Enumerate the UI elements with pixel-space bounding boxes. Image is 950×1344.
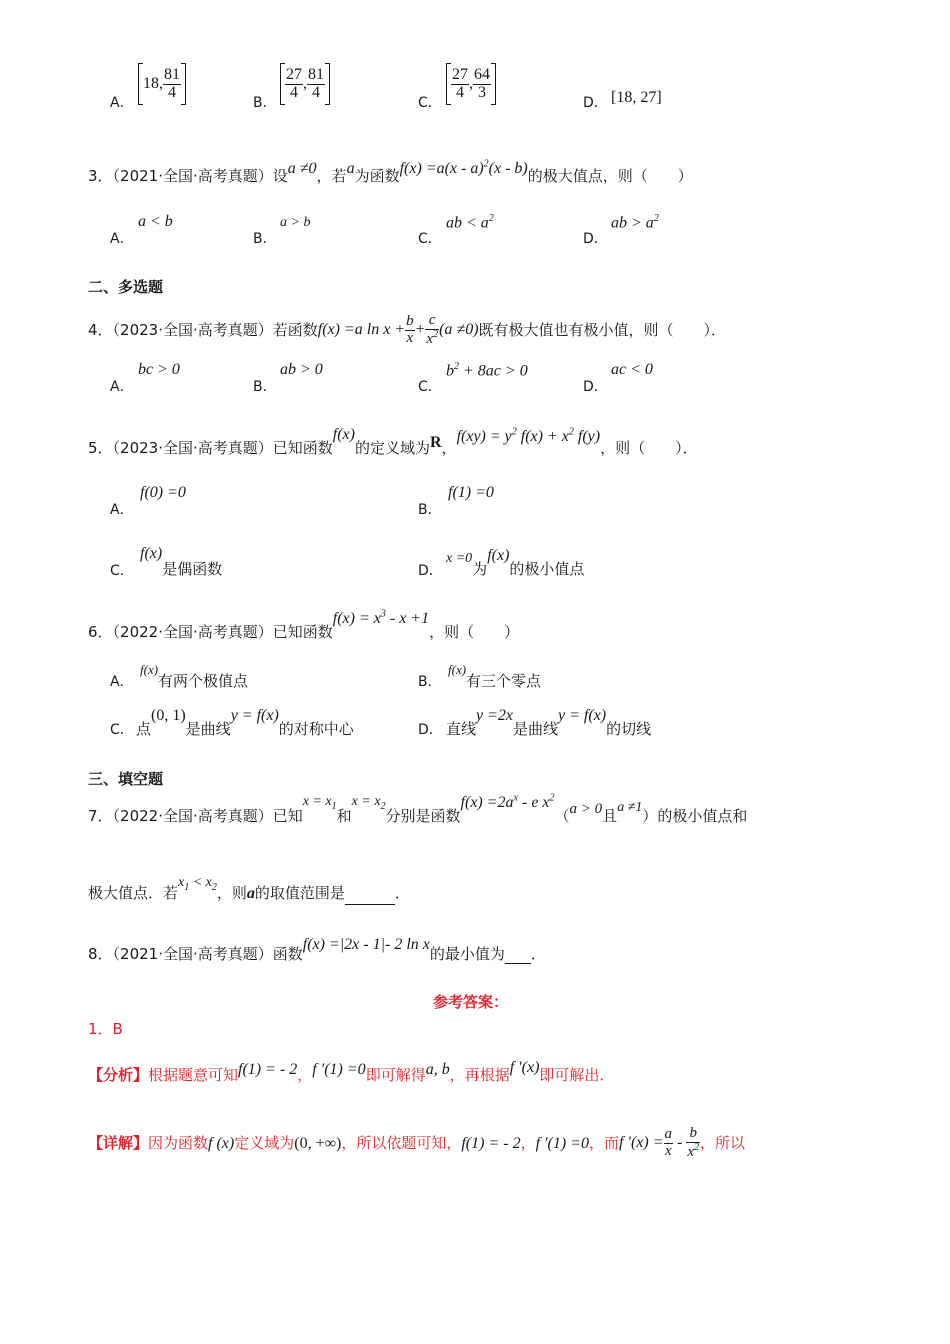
q6-option-a: f(x)有两个极值点 (140, 662, 249, 690)
q6-option-d-label: D． (418, 722, 443, 738)
q5-option-a-label: A． (110, 502, 134, 518)
q2-option-b: $\frac{27}{4}$ , $\frac{81}{4}$ (280, 63, 330, 105)
q2-option-b-label: B． (253, 95, 277, 111)
q4-option-d-label: D． (583, 379, 608, 395)
question-7-line-2: 极大值点．若$x_1 < x_2$，则a的取值范围是 ． (88, 882, 410, 905)
q3-option-c-label: C． (418, 231, 442, 247)
q3-option-c: ab < $a^2$ (446, 213, 494, 232)
section-title-multiple-choice: 二、多选题 (88, 278, 164, 296)
q3-option-b: a > b (280, 215, 311, 230)
q2-option-a-label: A． (110, 95, 134, 111)
q6-option-d: 直线y =2x是曲线y = f(x)的切线 (446, 707, 652, 738)
question-5: 5．（2023·全国·高考真题）已知函数f(x)的定义域为R，$f(xy) = y^2$ $f(x) + x^2$ f(y)，则（ ）． (88, 426, 698, 457)
answers-title: 参考答案： (433, 993, 509, 1011)
q4-option-c: $b^2 + 8ac > 0$ (446, 361, 528, 380)
q4-option-d: ac < 0 (611, 361, 653, 378)
q2-option-a: 18, $\frac{81}{4}$ (138, 63, 186, 105)
question-4: 4．（2023·全国·高考真题）若函数f(x) =a ln x + $\frac{b}{x}$ + $\frac{c}{x^2}$ (a ≠0)既有极大值也有极小值，则（ ）． (88, 312, 727, 347)
q5-option-d: x =0为f(x)的极小值点 (446, 547, 585, 578)
answer-1: 1．B (88, 1020, 123, 1038)
q4-option-a-label: A． (110, 379, 134, 395)
analysis-line: 【分析】根据题意可知f(1) = - 2，f ′(1) =0即可解得a, b，再根据f ′(x)即可解出． (88, 1059, 615, 1084)
q3-option-d-label: D． (583, 231, 608, 247)
q4-option-b-label: B． (253, 379, 277, 395)
question-7: 7．（2022·全国·高考真题）已知$x = x_1$和$x = x_2$分别是函数$f(x) =2a^x - e$ $x^2(a > 0$且a ≠1）的极小值点和 (88, 792, 748, 825)
q5-option-b: f(1) =0 (448, 484, 494, 501)
q2-option-d: [18, 27] (611, 89, 662, 106)
q6-option-a-label: A． (110, 674, 134, 690)
q3-option-d: ab > $a^2$ (611, 213, 659, 232)
q5-option-c-label: C． (110, 563, 134, 579)
q6-option-b-label: B． (418, 674, 442, 690)
q6-option-b: f(x)有三个零点 (448, 662, 542, 690)
q3-option-b-label: B． (253, 231, 277, 247)
answer-blank[interactable] (505, 949, 531, 964)
q5-option-d-label: D． (418, 563, 443, 579)
answer-blank[interactable] (345, 890, 395, 905)
q6-option-c: 点(0, 1)是曲线y = f(x)的对称中心 (136, 707, 354, 738)
question-3: 3．（2021·全国·高考真题）设a ≠0，若a为函数f(x) =a(x - a)$^2$(x - b)的极大值点，则（ ） (88, 158, 693, 185)
q2-option-c-label: C． (418, 95, 442, 111)
q2-option-d-label: D． (583, 95, 608, 111)
q2-option-c: $\frac{27}{4}$ , $\frac{64}{3}$ (446, 63, 496, 105)
question-8: 8．（2021·全国·高考真题）函数f(x) =|2x - 1|- 2 ln x的最小值为 ． (88, 936, 546, 963)
question-6: 6．（2022·全国·高考真题）已知函数$f(x) = x^3 - x +1$，则（ ） (88, 608, 520, 641)
detail-line: 【详解】因为函数f (x)定义域为(0, +∞)，所以依题可知，f(1) = - 2，f ′(1) =0，而f ′(x) = $\frac{a}{x}$ - $\frac{b}{x^2}$ ，所以 (88, 1125, 746, 1160)
q4-option-a: bc > 0 (138, 361, 180, 378)
q5-option-a: f(0) =0 (140, 484, 186, 501)
q5-option-b-label: B． (418, 502, 442, 518)
q4-option-c-label: C． (418, 379, 442, 395)
q3-option-a: a < b (138, 213, 173, 230)
section-title-fill-in: 三、填空题 (88, 770, 164, 788)
q4-option-b: ab > 0 (280, 361, 323, 378)
q5-option-c: f(x)是偶函数 (140, 545, 223, 578)
q3-option-a-label: A． (110, 231, 134, 247)
q6-option-c-label: C． (110, 722, 134, 738)
